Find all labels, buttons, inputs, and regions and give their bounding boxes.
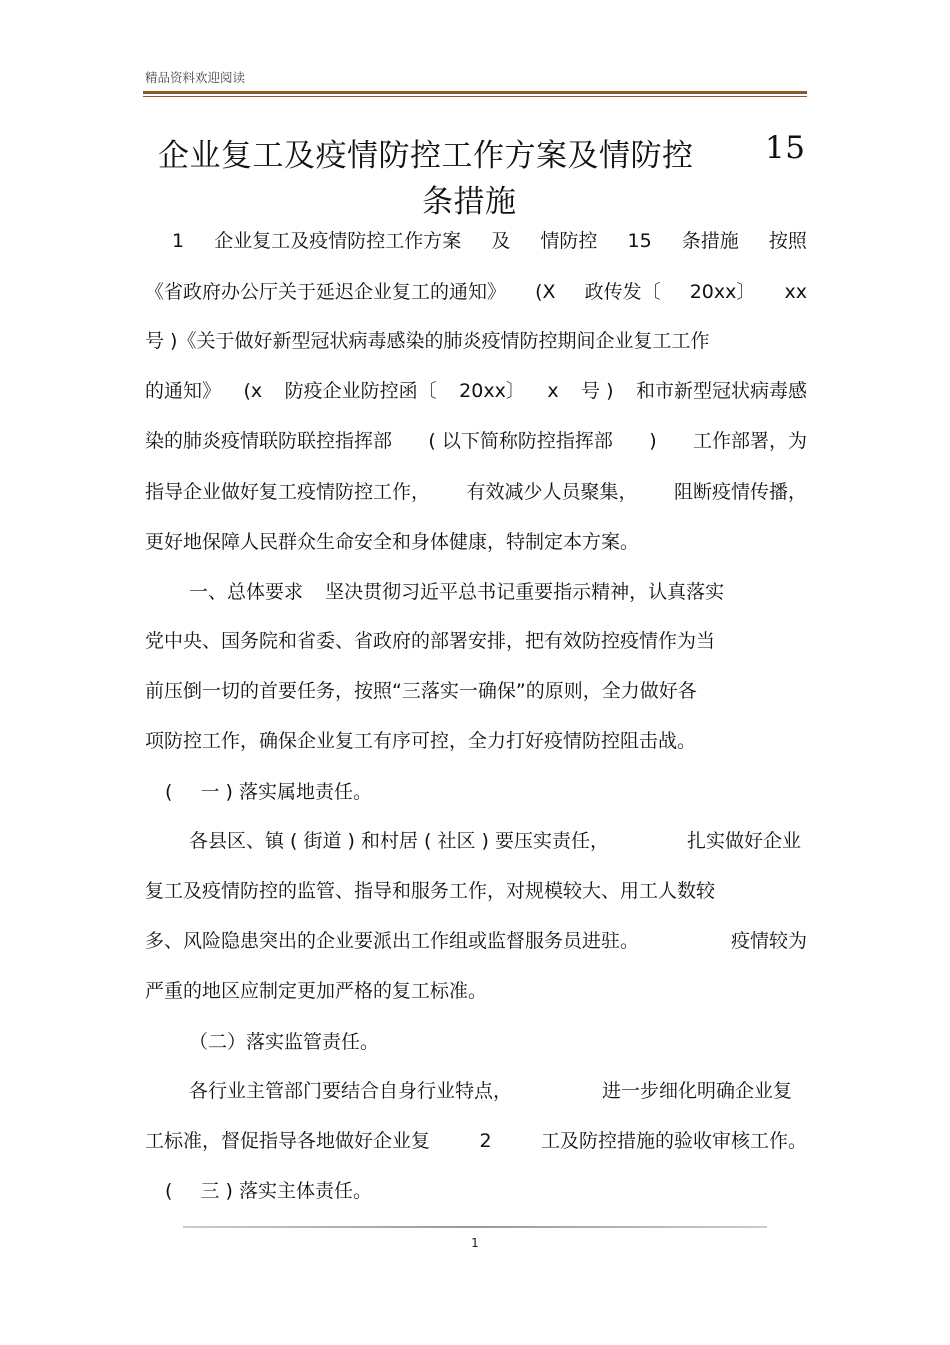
text-segment: 工及防控措施的验收审核工作。 (540, 1130, 807, 1152)
text-segment: 工作部署，为 (692, 430, 807, 452)
text-segment: ) (649, 430, 657, 452)
body-line-1 (172, 230, 807, 252)
text-segment: (x (243, 380, 263, 402)
text-segment: 号 ) (581, 380, 614, 402)
body-line-15 (145, 930, 807, 952)
text-segment: 染的肺炎疫情联防联控指挥部 (145, 430, 393, 452)
text-segment: xx (784, 281, 807, 303)
text-segment: 《省政府办公厅关于延迟企业复工的通知》 (145, 281, 507, 303)
text-segment: 20xx〕 (689, 281, 756, 303)
text-segment: 15 (627, 230, 652, 252)
body-line-6 (145, 481, 807, 503)
text-segment: 指导企业做好复工疫情防控工作， (145, 481, 431, 503)
text-segment: 有效减少人员聚集， (466, 481, 638, 503)
text-segment: 和市新型冠状病毒感 (635, 380, 807, 402)
text-segment: ( (165, 1180, 173, 1202)
body-line-4 (145, 380, 807, 402)
doc-title-line1: 企业复工及疫情防控工作方案及情防控 (158, 138, 694, 174)
text-segment: ( (165, 781, 173, 803)
body-line-13 (189, 830, 801, 852)
body-line-20 (165, 1180, 395, 1202)
text-segment: 防疫企业防控函〔 (284, 380, 437, 402)
page-number: 1 (471, 1236, 479, 1250)
body-line-2 (145, 281, 807, 303)
text-segment: 坚决贯彻习近平总书记重要指示精神，认真落实 (325, 581, 725, 603)
text-segment: 阻断疫情传播， (673, 481, 807, 503)
body-line-16: 严重的地区应制定更加严格的复工标准。 (145, 980, 488, 1002)
body-line-11: 项防控工作，确保企业复工有序可控，全力打好疫情防控阻击战。 (145, 730, 697, 752)
footer-rule (183, 1226, 767, 1228)
text-segment: 2 (479, 1130, 492, 1152)
text-segment: 各行业主管部门要结合自身行业特点， (189, 1080, 513, 1102)
subsection-heading: 三 ) 落实主体责任。 (200, 1180, 372, 1202)
text-segment: x (547, 380, 559, 402)
body-line-5 (145, 430, 807, 452)
body-line-9: 党中央、国务院和省委、省政府的部署安排，把有效防控疫情作为当 (145, 630, 716, 652)
text-segment: 进一步细化明确企业复 (601, 1080, 792, 1102)
body-line-7: 更好地保障人民群众生命安全和身体健康，特制定本方案。 (145, 531, 640, 553)
text-segment: 政传发〔 (584, 281, 661, 303)
header-rule-thin (143, 96, 807, 97)
body-line-14: 复工及疫情防控的监管、指导和服务工作，对规模较大、用工人数较 (145, 880, 716, 902)
text-segment: ( 以下简称防控指挥部 (428, 430, 613, 452)
text-segment: 1 (172, 230, 185, 252)
body-line-10: 前压倒一切的首要任务，按照“三落实一确保”的原则，全力做好各 (145, 680, 697, 702)
text-segment: 的通知》 (145, 380, 222, 402)
body-line-17: （二）落实监管责任。 (189, 1031, 380, 1053)
subsection-heading: 一 ) 落实属地责任。 (200, 781, 372, 803)
section-heading: 一、总体要求 (189, 581, 304, 603)
text-segment: 疫情较为 (730, 930, 807, 952)
body-line-8 (189, 581, 774, 603)
doc-title-line2: 条措施 (422, 184, 517, 220)
text-segment: 工标准，督促指导各地做好企业复 (145, 1130, 431, 1152)
body-line-19 (145, 1130, 807, 1152)
doc-title-number: 15 (765, 130, 806, 166)
text-segment: 按照 (768, 230, 807, 252)
text-segment: 多、风险隐患突出的企业要派出工作组或监督服务员进驻。 (145, 930, 640, 952)
text-segment: 条措施 (681, 230, 739, 252)
text-segment: 及 (491, 230, 511, 252)
text-segment: 扎实做好企业 (686, 830, 801, 852)
body-line-12 (165, 781, 395, 803)
page-header-text: 精品资料欢迎阅读 (145, 70, 246, 85)
body-line-18 (189, 1080, 792, 1102)
text-segment: 情防控 (540, 230, 598, 252)
text-segment: 20xx〕 (459, 380, 525, 402)
header-rule-thick (143, 91, 807, 94)
text-segment: (X (535, 281, 556, 303)
body-line-3: 号 )《关于做好新型冠状病毒感染的肺炎疫情防控期间企业复工工作 (145, 330, 710, 352)
text-segment: 各县区、镇 ( 街道 ) 和村居 ( 社区 ) 要压实责任， (189, 830, 609, 852)
text-segment: 企业复工及疫情防控工作方案 (214, 230, 462, 252)
